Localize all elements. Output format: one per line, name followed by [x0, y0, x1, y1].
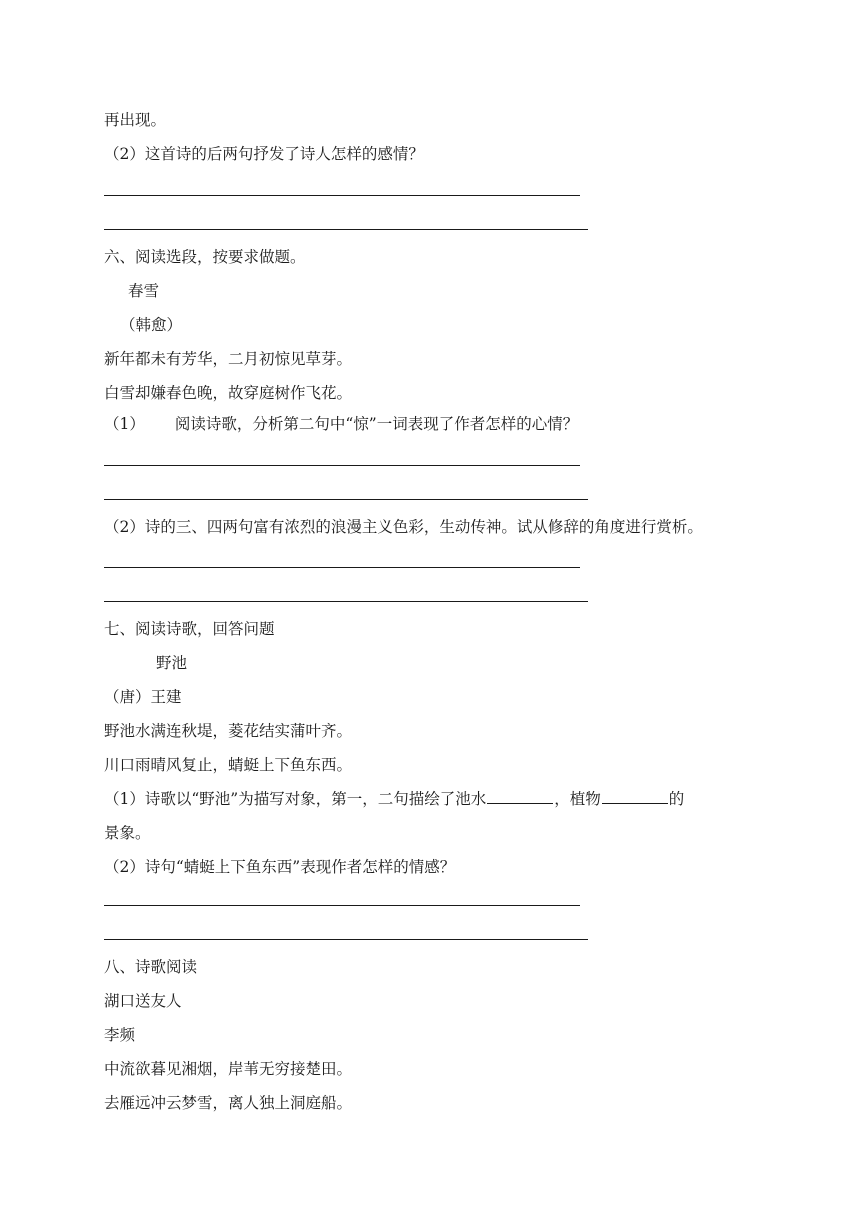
section-7-poem-author: （唐）王建 [104, 688, 182, 706]
section-6-question-1 [104, 414, 578, 434]
fill-blank [487, 789, 553, 804]
section-7-poem-line-2: 川口雨晴风复止，蜻蜓上下鱼东西。 [104, 756, 353, 774]
section-8-poem-title: 湖口送友人 [104, 992, 182, 1010]
section-8-poem-line-2: 去雁远冲云梦雪，离人独上洞庭船。 [104, 1094, 353, 1112]
section-8-heading: 八、诗歌阅读 [104, 958, 198, 976]
answer-line [104, 499, 588, 500]
section-8-poem-line-1: 中流欲暮见湘烟，岸苇无穷接楚田。 [104, 1060, 353, 1078]
answer-line [104, 229, 588, 230]
fill-blank [602, 789, 668, 804]
answer-line [104, 905, 580, 906]
question-text: 阅读诗歌，分析第二句中“惊”一词表现了作者怎样的心情？ [174, 415, 579, 433]
answer-line [104, 939, 588, 940]
question-number: （1） [104, 415, 145, 433]
section-6-poem-line-2: 白雪却嫌春色晚，故穿庭树作飞花。 [104, 384, 353, 402]
prev-question-2: （2）这首诗的后两句抒发了诗人怎样的感情？ [104, 145, 424, 163]
answer-line [104, 465, 580, 466]
section-6-poem-line-1: 新年都未有芳华，二月初惊见草芽。 [104, 350, 353, 368]
answer-line [104, 601, 588, 602]
section-7-question-2: （2）诗句“蜻蜓上下鱼东西”表现作者怎样的情感？ [104, 858, 456, 876]
section-7-poem-title: 野池 [156, 654, 188, 672]
section-7-poem-line-1: 野池水满连秋堤，菱花结实蒲叶齐。 [104, 722, 353, 740]
section-7-question-1-continued: 景象。 [104, 824, 151, 842]
section-6-heading: 六、阅读选段，按要求做题。 [104, 248, 306, 266]
section-6-poem-title: 春雪 [128, 282, 160, 300]
section-6-poem-author: （韩愈） [120, 316, 183, 334]
prev-text-tail: 再出现。 [104, 111, 167, 129]
section-7-question-1: （1）诗歌以“野池”为描写对象，第一，二句描绘了池水 ，植物 的 [104, 790, 685, 808]
section-8-poem-author: 李频 [104, 1026, 136, 1044]
section-7-heading: 七、阅读诗歌，回答问题 [104, 620, 275, 638]
answer-line [104, 567, 580, 568]
answer-line [104, 195, 580, 196]
section-6-question-2: （2）诗的三、四两句富有浓烈的浪漫主义色彩，生动传神。试从修辞的角度进行赏析。 [104, 518, 703, 536]
